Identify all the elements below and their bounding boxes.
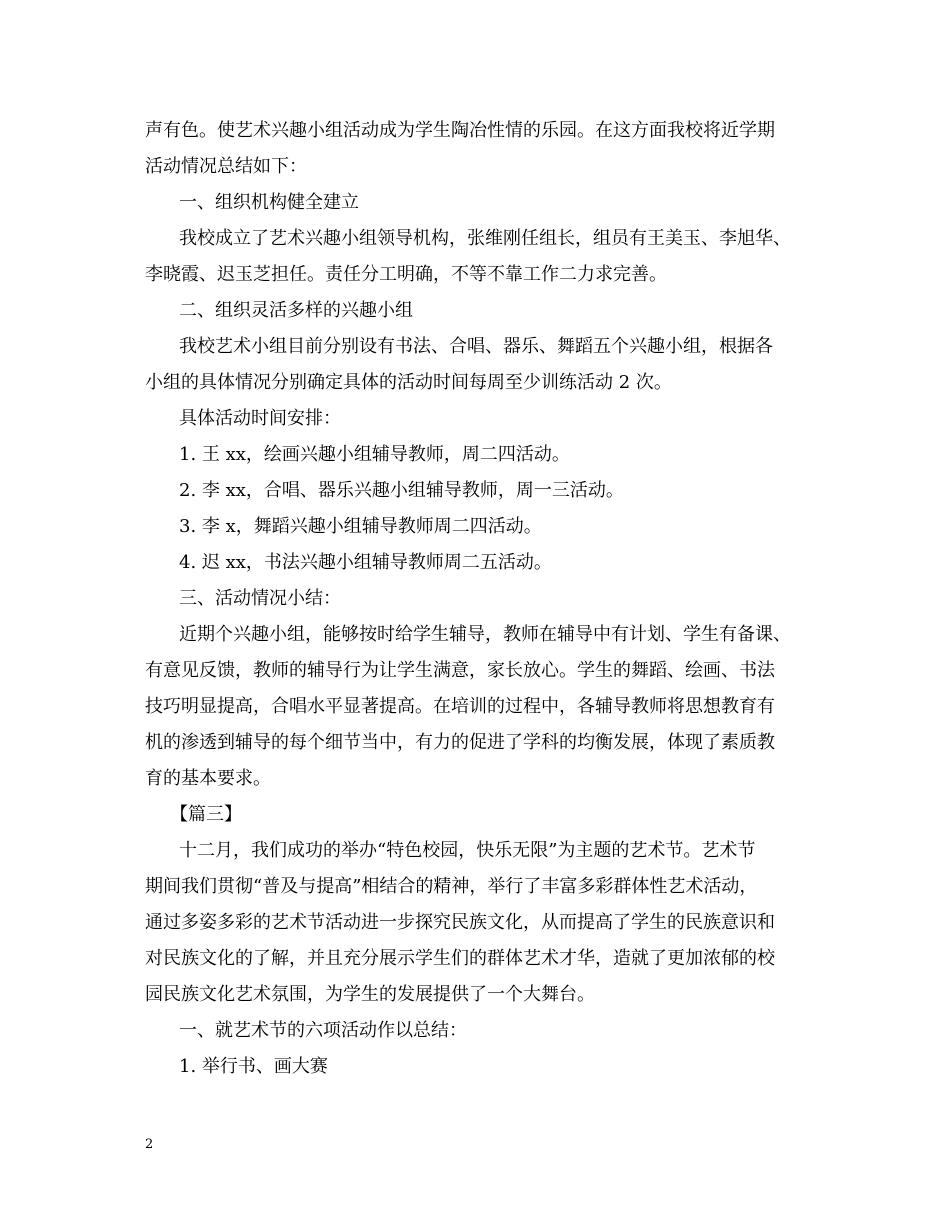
body-text-line: 我校成立了艺术兴趣小组领导机构，张维刚任组长，组员有王美玉、李旭华、 [179,228,791,249]
body-text-line: 机的渗透到辅导的每个细节当中，有力的促进了学科的均衡发展，体现了素质教 [145,732,775,753]
body-text-line: 具体活动时间安排： [179,408,341,429]
body-text-line: 对民族文化的了解，并且充分展示学生们的群体艺术才华，造就了更加浓郁的校 [145,948,775,969]
body-text-line: 小组的具体情况分别确定具体的活动时间每周至少训练活动 2 次。 [145,372,672,393]
section-heading: 三、活动情况小结： [179,588,341,609]
body-text-line: 期间我们贯彻“普及与提高”相结合的精神，举行了丰富多彩群体性艺术活动， [145,876,758,897]
page-number: 2 [145,1137,154,1152]
body-text-line: 我校艺术小组目前分别设有书法、合唱、器乐、舞蹈五个兴趣小组，根据各 [179,336,773,357]
part-heading: 【篇三】 [170,804,242,825]
list-item: 1. 举行书、画大赛 [179,1056,328,1077]
body-text-line: 园民族文化艺术氛围，为学生的发展提供了一个大舞台。 [145,984,595,1005]
body-text-line: 李晓霞、迟玉芝担任。责任分工明确，不等不靠工作二力求完善。 [145,264,667,285]
body-text-line: 近期个兴趣小组，能够按时给学生辅导，教师在辅导中有计划、学生有备课、 [179,624,791,645]
list-item: 1. 王 xx，绘画兴趣小组辅导教师，周二四活动。 [179,444,570,465]
body-text-line: 育的基本要求。 [145,768,271,789]
list-item: 3. 李 x，舞蹈兴趣小组辅导教师周二四活动。 [179,516,542,537]
body-text-line: 活动情况总结如下： [145,156,307,177]
list-item: 2. 李 xx，合唱、器乐兴趣小组辅导教师，周一三活动。 [179,480,624,501]
body-text-line: 声有色。使艺术兴趣小组活动成为学生陶冶性情的乐园。在这方面我校将近学期 [145,120,775,141]
body-text-line: 技巧明显提高，合唱水平显著提高。在培训的过程中，各辅导教师将思想教育有 [145,696,775,717]
body-text-line: 有意见反馈，教师的辅导行为让学生满意，家长放心。学生的舞蹈、绘画、书法 [145,660,775,681]
body-text-line: 十二月，我们成功的举办“特色校园，快乐无限”为主题的艺术节。艺术节 [179,840,756,861]
section-heading: 一、组织机构健全建立 [179,192,359,213]
section-heading: 一、就艺术节的六项活动作以总结： [179,1020,467,1041]
section-heading: 二、组织灵活多样的兴趣小组 [179,300,413,321]
body-text-line: 通过多姿多彩的艺术节活动进一步探究民族文化，从而提高了学生的民族意识和 [145,912,775,933]
list-item: 4. 迟 xx，书法兴趣小组辅导教师周二五活动。 [179,552,552,573]
